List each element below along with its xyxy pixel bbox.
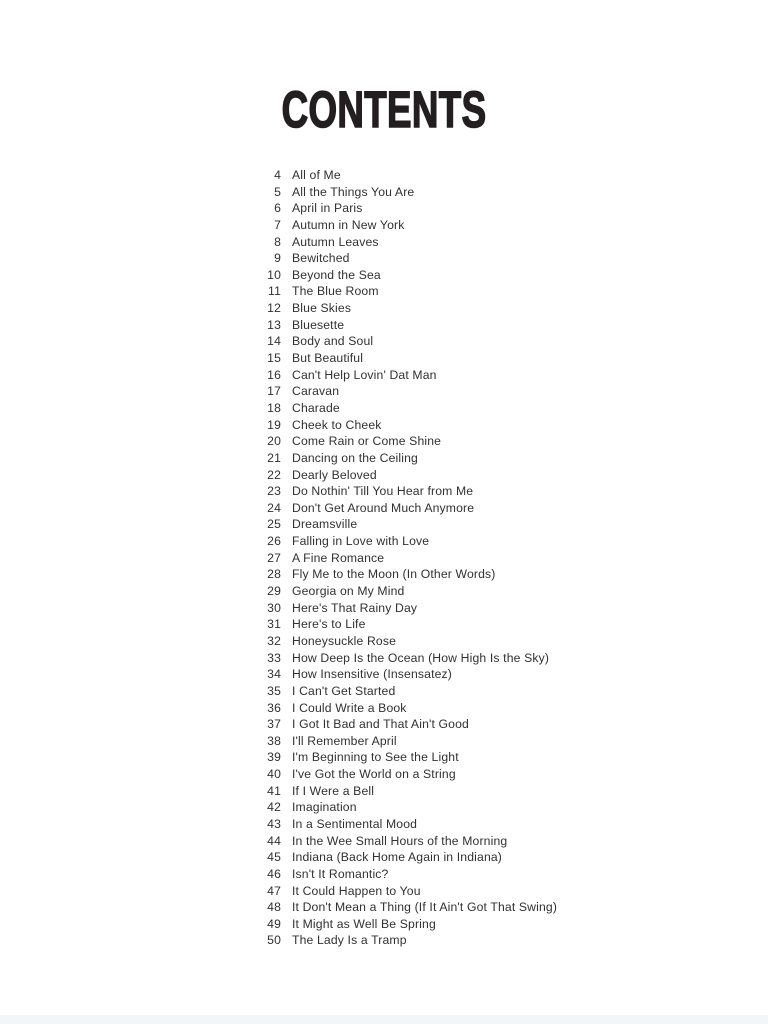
entry-page-number: 45 bbox=[267, 850, 281, 865]
entry-song-title: Come Rain or Come Shine bbox=[292, 434, 442, 449]
entry-song-title: Indiana (Back Home Again in Indiana) bbox=[292, 850, 503, 865]
entry-song-title: Autumn in New York bbox=[292, 217, 405, 232]
entry-song-title: Bluesette bbox=[292, 317, 345, 332]
contents-entry bbox=[0, 833, 768, 850]
entry-page-number: 30 bbox=[267, 600, 281, 615]
entry-page-number: 29 bbox=[267, 584, 281, 599]
entry-song-title: Blue Skies bbox=[292, 301, 352, 316]
contents-entry bbox=[0, 650, 768, 667]
entry-song-title: Beyond the Sea bbox=[292, 267, 381, 282]
contents-entry bbox=[0, 816, 768, 833]
entry-page-number: 20 bbox=[267, 434, 281, 449]
entry-song-title: I've Got the World on a String bbox=[292, 767, 456, 782]
contents-list bbox=[0, 167, 768, 949]
entry-song-title: Dearly Beloved bbox=[292, 467, 377, 482]
entry-page-number: 23 bbox=[267, 484, 281, 499]
entry-song-title: How Insensitive (Insensatez) bbox=[292, 667, 452, 682]
contents-entry bbox=[0, 283, 768, 300]
entry-song-title: It Might as Well Be Spring bbox=[292, 916, 436, 931]
entry-song-title: A Fine Romance bbox=[292, 550, 385, 565]
entry-page-number: 48 bbox=[267, 900, 281, 915]
entry-song-title: Dancing on the Ceiling bbox=[292, 450, 418, 465]
entry-song-title: Here's That Rainy Day bbox=[292, 600, 418, 615]
entry-song-title: In the Wee Small Hours of the Morning bbox=[292, 833, 508, 848]
contents-entry bbox=[0, 766, 768, 783]
contents-entry bbox=[0, 184, 768, 201]
entry-page-number: 10 bbox=[267, 267, 281, 282]
entry-page-number: 42 bbox=[267, 800, 281, 815]
entry-page-number: 7 bbox=[274, 217, 281, 232]
entry-song-title: Here's to Life bbox=[292, 617, 366, 632]
contents-entry bbox=[0, 383, 768, 400]
entry-page-number: 13 bbox=[267, 317, 281, 332]
contents-entry bbox=[0, 400, 768, 417]
contents-entry bbox=[0, 866, 768, 883]
entry-page-number: 12 bbox=[267, 301, 281, 316]
entry-song-title: Charade bbox=[292, 400, 340, 415]
entry-song-title: Autumn Leaves bbox=[292, 234, 379, 249]
entry-page-number: 35 bbox=[267, 683, 281, 698]
entry-page-number: 49 bbox=[267, 916, 281, 931]
entry-song-title: Can't Help Lovin' Dat Man bbox=[292, 367, 437, 382]
contents-entry bbox=[0, 450, 768, 467]
entry-song-title: I Got It Bad and That Ain't Good bbox=[292, 717, 469, 732]
contents-entry bbox=[0, 200, 768, 217]
entry-song-title: Body and Soul bbox=[292, 334, 374, 349]
contents-entry bbox=[0, 932, 768, 949]
entry-song-title: Honeysuckle Rose bbox=[292, 633, 397, 648]
contents-entry bbox=[0, 600, 768, 617]
entry-page-number: 25 bbox=[267, 517, 281, 532]
contents-entry bbox=[0, 666, 768, 683]
entry-song-title: In a Sentimental Mood bbox=[292, 816, 418, 831]
entry-page-number: 26 bbox=[267, 534, 281, 549]
contents-title: CONTENTS bbox=[281, 81, 487, 138]
entry-page-number: 17 bbox=[267, 384, 281, 399]
contents-entry bbox=[0, 883, 768, 900]
entry-song-title: Imagination bbox=[292, 800, 357, 815]
entry-song-title: Dreamsville bbox=[292, 517, 358, 532]
entry-song-title: It Don't Mean a Thing (If It Ain't Got That Swing) bbox=[292, 900, 558, 915]
entry-page-number: 21 bbox=[267, 450, 281, 465]
entry-song-title: Falling in Love with Love bbox=[292, 534, 430, 549]
entry-song-title: All of Me bbox=[292, 168, 341, 182]
entry-page-number: 47 bbox=[267, 883, 281, 898]
entry-song-title: All the Things You Are bbox=[292, 184, 415, 199]
contents-entry bbox=[0, 267, 768, 284]
contents-entry bbox=[0, 217, 768, 234]
contents-entry bbox=[0, 550, 768, 567]
contents-entry bbox=[0, 683, 768, 700]
contents-entry bbox=[0, 849, 768, 866]
contents-entry bbox=[0, 483, 768, 500]
entry-page-number: 37 bbox=[267, 717, 281, 732]
entry-page-number: 40 bbox=[267, 767, 281, 782]
entry-page-number: 46 bbox=[267, 866, 281, 881]
entry-page-number: 11 bbox=[268, 284, 281, 299]
contents-entry bbox=[0, 333, 768, 350]
contents-entry bbox=[0, 633, 768, 650]
contents-entry bbox=[0, 317, 768, 334]
contents-entry bbox=[0, 700, 768, 717]
contents-entry bbox=[0, 716, 768, 733]
entry-page-number: 43 bbox=[267, 816, 281, 831]
entry-page-number: 19 bbox=[267, 417, 281, 432]
entry-page-number: 31 bbox=[267, 617, 281, 632]
page-bottom-scan-edge bbox=[0, 1015, 768, 1024]
entry-page-number: 38 bbox=[267, 733, 281, 748]
contents-entry bbox=[0, 467, 768, 484]
contents-entry bbox=[0, 916, 768, 933]
contents-entry bbox=[0, 167, 768, 184]
entry-song-title: Fly Me to the Moon (In Other Words) bbox=[292, 567, 496, 582]
entry-page-number: 50 bbox=[267, 933, 281, 948]
entry-page-number: 4 bbox=[274, 168, 281, 182]
entry-song-title: Cheek to Cheek bbox=[292, 417, 382, 432]
contents-entry bbox=[0, 234, 768, 251]
entry-song-title: The Blue Room bbox=[292, 284, 379, 299]
entry-song-title: Georgia on My Mind bbox=[292, 584, 405, 599]
entry-page-number: 9 bbox=[274, 251, 281, 266]
entry-page-number: 8 bbox=[274, 234, 281, 249]
entry-page-number: 28 bbox=[267, 567, 281, 582]
contents-entry bbox=[0, 749, 768, 766]
contents-entry bbox=[0, 799, 768, 816]
entry-page-number: 34 bbox=[267, 667, 281, 682]
entry-page-number: 36 bbox=[267, 700, 281, 715]
entry-page-number: 27 bbox=[267, 550, 281, 565]
entry-song-title: I'll Remember April bbox=[292, 733, 397, 748]
entry-song-title: If I Were a Bell bbox=[292, 783, 375, 798]
contents-entry bbox=[0, 300, 768, 317]
entry-page-number: 6 bbox=[274, 201, 281, 216]
contents-entry bbox=[0, 733, 768, 750]
contents-entry bbox=[0, 417, 768, 434]
contents-entry bbox=[0, 616, 768, 633]
entry-page-number: 33 bbox=[267, 650, 281, 665]
contents-entry bbox=[0, 433, 768, 450]
entry-song-title: It Could Happen to You bbox=[292, 883, 421, 898]
entry-song-title: I Can't Get Started bbox=[292, 683, 396, 698]
contents-entry bbox=[0, 533, 768, 550]
contents-entry bbox=[0, 367, 768, 384]
entry-page-number: 16 bbox=[267, 367, 281, 382]
entry-page-number: 24 bbox=[267, 500, 281, 515]
contents-entry bbox=[0, 583, 768, 600]
contents-entry bbox=[0, 350, 768, 367]
entry-song-title: Don't Get Around Much Anymore bbox=[292, 500, 475, 515]
entry-song-title: But Beautiful bbox=[292, 351, 364, 366]
entry-song-title: I'm Beginning to See the Light bbox=[292, 750, 459, 765]
contents-entry bbox=[0, 516, 768, 533]
contents-entry bbox=[0, 566, 768, 583]
entry-page-number: 32 bbox=[267, 633, 281, 648]
entry-page-number: 14 bbox=[267, 334, 281, 349]
contents-entry bbox=[0, 783, 768, 800]
entry-page-number: 18 bbox=[267, 400, 281, 415]
entry-song-title: How Deep Is the Ocean (How High Is the Sky) bbox=[292, 650, 550, 665]
entry-page-number: 5 bbox=[274, 184, 281, 199]
entry-page-number: 15 bbox=[267, 351, 281, 366]
entry-page-number: 44 bbox=[267, 833, 281, 848]
entry-page-number: 22 bbox=[267, 467, 281, 482]
entry-song-title: Caravan bbox=[292, 384, 340, 399]
contents-entry bbox=[0, 899, 768, 916]
contents-entry bbox=[0, 500, 768, 517]
entry-song-title: Do Nothin' Till You Hear from Me bbox=[292, 484, 474, 499]
entry-song-title: April in Paris bbox=[292, 201, 363, 216]
entry-page-number: 41 bbox=[267, 783, 281, 798]
entry-song-title: The Lady Is a Tramp bbox=[292, 933, 407, 948]
entry-song-title: Bewitched bbox=[292, 251, 350, 266]
entry-song-title: Isn't It Romantic? bbox=[292, 866, 389, 881]
contents-entry bbox=[0, 250, 768, 267]
entry-page-number: 39 bbox=[267, 750, 281, 765]
entry-song-title: I Could Write a Book bbox=[292, 700, 407, 715]
